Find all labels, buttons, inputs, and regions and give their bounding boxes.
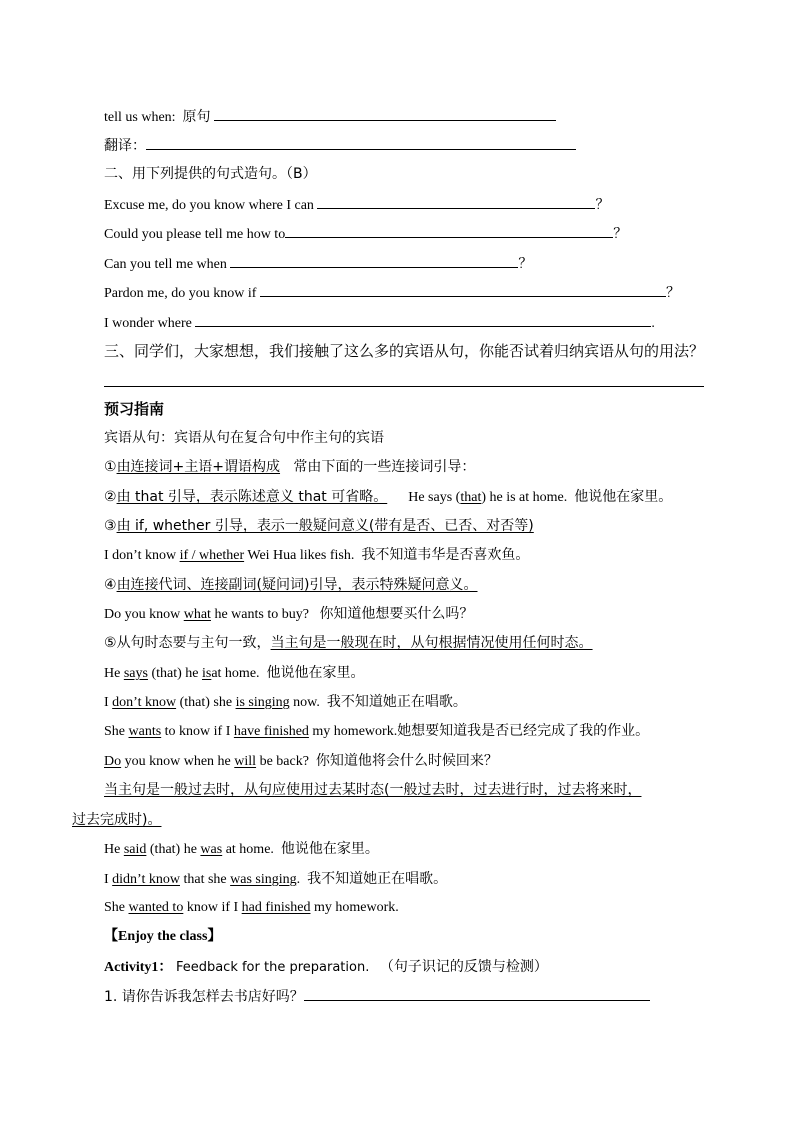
rule-number: ⑤	[104, 635, 117, 651]
example-text: He	[104, 666, 121, 681]
example-underlined: that	[460, 490, 482, 505]
rule-text: 由连接代词、连接副词(疑问词)引导，表示特殊疑问意义。	[116, 577, 478, 593]
question-1	[104, 986, 650, 1008]
example-underlined: is singing	[235, 695, 290, 710]
example-text: you know when he	[124, 754, 231, 769]
example-text: (that) he	[149, 842, 197, 857]
line-pardon-me	[104, 282, 680, 304]
example-translation: 你知道他想要买什么吗？	[319, 606, 474, 622]
example-translation: 我不知道她正在唱歌。	[326, 694, 467, 710]
line-could-you	[104, 223, 627, 245]
answer-blank[interactable]	[146, 135, 576, 150]
activity-label: Activity1：	[104, 960, 173, 975]
example-translation: 我不知道韦华是否喜欢鱼。	[361, 547, 530, 563]
past-tense-rule-line-1: 当主句是一般过去时，从句应使用过去某时态(一般过去时，过去进行时，过去将来时，	[104, 782, 642, 798]
translation-label: 翻译：	[104, 138, 146, 154]
example-text: at home.	[211, 666, 260, 681]
past-tense-rule-line-2: 过去完成时)。	[72, 812, 162, 828]
example-text: She	[104, 724, 125, 739]
preview-guide-heading: 预习指南	[104, 400, 165, 418]
line-can-you	[104, 253, 532, 275]
example-text: (that) she	[179, 695, 233, 710]
activity-title: Feedback for the preparation.	[175, 960, 370, 975]
example-underlined: was	[200, 842, 223, 857]
example-underlined: what	[183, 607, 211, 622]
object-clause-definition: 宾语从句：宾语从句在复合句中作主句的宾语	[104, 430, 384, 446]
example-underlined: is	[201, 666, 212, 681]
answer-blank[interactable]	[214, 106, 556, 121]
question-mark: ？	[613, 226, 628, 242]
example-text: my homework.	[312, 724, 398, 739]
rule-text-underlined: 当主句是一般现在时，从句根据情况使用任何时态。	[270, 635, 593, 651]
example-underlined: was singing	[230, 872, 297, 887]
prompt-text: tell us when:	[104, 110, 176, 125]
example-text: Do you know	[104, 607, 181, 622]
answer-blank[interactable]	[317, 194, 595, 209]
example-present-4	[104, 751, 498, 772]
example-text: ) he is at home.	[481, 490, 568, 505]
prompt-original-label: 原句	[182, 109, 211, 125]
example-text: to know if I	[164, 724, 231, 739]
example-text: .	[296, 872, 301, 887]
section-two-heading: 二、用下列提供的句式造句。（B）	[104, 166, 317, 182]
example-text: now.	[293, 695, 320, 710]
example-present-2	[104, 692, 467, 713]
answer-blank[interactable]	[260, 282, 666, 297]
example-text: (that) he	[151, 666, 199, 681]
rule-2	[104, 487, 672, 508]
example-underlined: if / whether	[179, 548, 245, 563]
rule-text: 由 if, whether 引导，表示一般疑问意义(带有是否、已否、对否等)	[116, 518, 534, 534]
example-text: He	[104, 842, 121, 857]
example-underlined: Do	[104, 754, 122, 769]
section-three-heading: 三、同学们，大家想想，我们接触了这么多的宾语从句，你能否试着归纳宾语从句的用法？	[104, 342, 705, 360]
question-mark: ？	[518, 256, 533, 272]
rule-number: ①	[104, 459, 117, 475]
example-text: Wei Hua likes fish.	[247, 548, 355, 563]
line-translation	[104, 135, 576, 157]
example-translation: 他说他在家里。	[280, 841, 379, 857]
example-text: at home.	[225, 842, 274, 857]
question-mark: ？	[595, 197, 610, 213]
example-underlined: wants	[128, 724, 162, 739]
example-underlined: have finished	[233, 724, 309, 739]
example-text: She	[104, 900, 125, 915]
rule-text: 从句时态要与主句一致，	[116, 635, 271, 651]
example-if-whether	[104, 545, 529, 566]
question-mark: ？	[665, 285, 680, 301]
example-underlined: said	[123, 842, 147, 857]
example-underlined: had finished	[241, 900, 311, 915]
example-underlined: wanted to	[128, 900, 184, 915]
example-translation: 你知道他将会什么时候回来？	[315, 753, 498, 769]
activity-1	[104, 957, 548, 978]
rule-number: ④	[104, 577, 117, 593]
example-past-2	[104, 869, 447, 890]
rule-number: ②	[104, 489, 117, 505]
rule-3	[104, 516, 534, 536]
prompt-text: Pardon me, do you know if	[104, 286, 257, 301]
example-underlined: says	[123, 666, 148, 681]
example-text: I	[104, 695, 109, 710]
activity-note: （句子识记的反馈与检测）	[379, 959, 548, 975]
enjoy-the-class-heading: 【Enjoy the class】	[104, 929, 222, 944]
example-text: be back?	[259, 754, 309, 769]
answer-blank[interactable]	[304, 986, 650, 1001]
prompt-text: Could you please tell me how to	[104, 227, 286, 242]
example-text: that she	[183, 872, 227, 887]
rule-text: 由连接词+主语+谓语构成	[116, 459, 281, 475]
example-present-1	[104, 663, 365, 684]
example-text: my homework.	[313, 900, 399, 915]
prompt-text: I wonder where	[104, 316, 192, 331]
example-past-3	[104, 898, 399, 918]
line-excuse-me	[104, 194, 609, 216]
answer-blank[interactable]	[230, 253, 518, 268]
example-translation: 我不知道她正在唱歌。	[307, 871, 448, 887]
example-translation: 她想要知道我是否已经完成了我的作业。	[397, 723, 650, 739]
prompt-text: Excuse me, do you know where I can	[104, 198, 314, 213]
example-translation: 他说他在家里。	[574, 489, 673, 505]
example-underlined: didn’t know	[112, 872, 180, 887]
question-text: 1. 请你告诉我怎样去书店好吗？	[104, 989, 304, 1005]
example-text: he wants to buy?	[214, 607, 309, 622]
rule-5	[104, 633, 593, 653]
prompt-text: Can you tell me when	[104, 257, 227, 272]
line-i-wonder: I wonder where .	[104, 312, 655, 334]
example-underlined: don’t know	[112, 695, 177, 710]
example-text: I don’t know	[104, 548, 177, 563]
rule-note: 常由下面的一些连接词引导：	[293, 459, 476, 475]
example-text: I	[104, 872, 109, 887]
rule-text: 由 that 引导，表示陈述意义 that 可省略。	[116, 489, 388, 505]
example-translation: 他说他在家里。	[266, 665, 365, 681]
rule-4	[104, 575, 478, 595]
rule-1	[104, 457, 475, 477]
example-past-1	[104, 839, 379, 860]
answer-blank[interactable]	[285, 223, 613, 238]
example-underlined: will	[234, 754, 257, 769]
example-text: know if I	[186, 900, 239, 915]
example-text: He says (	[408, 490, 461, 505]
rule-number: ③	[104, 518, 117, 534]
example-what	[104, 604, 473, 625]
example-present-3	[104, 721, 649, 742]
line-tell-us-when	[104, 106, 556, 128]
answer-blank[interactable]	[195, 312, 651, 327]
answer-rule[interactable]	[104, 386, 704, 387]
